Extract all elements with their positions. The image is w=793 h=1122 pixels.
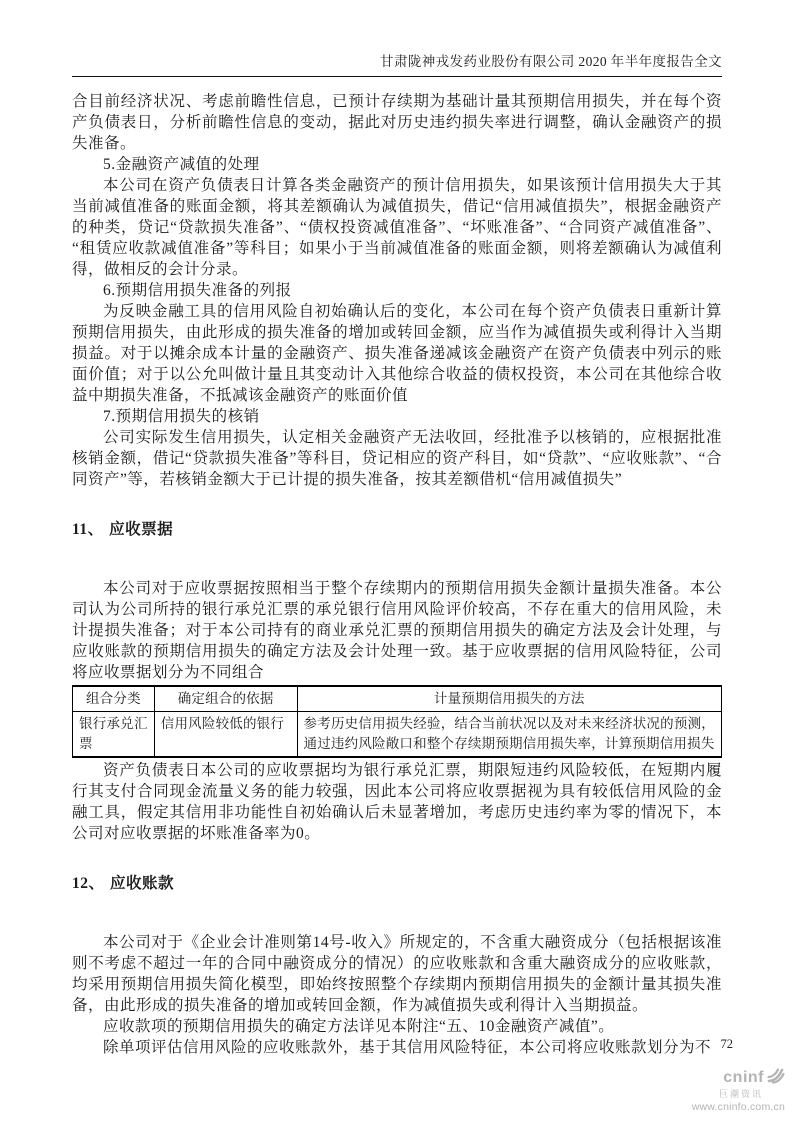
section-12-body-3: 除单项评估信用风险的应收账款外，基于其信用风险特征，本公司将应收账款划分为不 (103, 1039, 712, 1056)
table-header-portfolio-basis: 确定组合的依据 (154, 686, 297, 712)
page-content (72, 50, 722, 1058)
table-cell-portfolio-class: 银行承兑汇票 (73, 712, 155, 758)
table-header-row (73, 686, 722, 712)
subsection-7-body: 公司实际发生信用损失，认定相关金融资产无法收回，经批准予以核销的，应根据批准核销金额，借记“贷款损失准备”等科目，贷记相应的资产科目，如“贷款”、“应收账款”、“合同资产”等，若核销金额大于已计提的损失准备，按其差额借机“信用减值损失” (72, 429, 722, 488)
section-12-number: 12、 (72, 875, 105, 892)
section-11-body: 本公司对于应收票据按照相当于整个存续期内的预期信用损失金额计量损失准备。本公司认为公司所持的银行承兑汇票的承兑银行信用风险评价较高，不存在重大的信用风险，未计提损失准备；对于本公司持有的商业承兑汇票的预期信用损失的确定方法及会计处理，与应收账款的预期信用损失的确定方法及会计处理一致。基于应收票据的信用风险特征，公司将应收票据划分为不同组合 (72, 580, 722, 681)
subsection-6-title: 6.预期信用损失准备的列报 (103, 282, 292, 299)
section-12-name: 应收账款 (109, 875, 174, 892)
cninfo-cn-name: 巨潮资讯 (718, 1089, 763, 1099)
section-11-name: 应收票据 (109, 521, 174, 538)
table-header-portfolio-class: 组合分类 (73, 686, 155, 712)
cninfo-logo (665, 1068, 785, 1113)
subsection-7-title: 7.预期信用损失的核销 (103, 408, 260, 425)
receivables-portfolio-table (72, 685, 722, 758)
page-number: 72 (720, 1037, 733, 1051)
table-header-ecl-method: 计量预期信用损失的方法 (297, 686, 721, 712)
report-title: 甘肃陇神戎发药业股份有限公司 2020 年半年度报告全文 (380, 54, 722, 69)
page-header (72, 50, 722, 77)
table-cell-portfolio-basis: 信用风险较低的银行 (154, 712, 297, 758)
subsection-5-body: 本公司在资产负债表日计算各类金融资产的预计信用损失，如果该预计信用损失大于其当前减值准备的账面金额，将其差额确认为减值损失，借记“信用减值损失”，根据金融资产的种类，贷记“贷款损失准备”、“债权投资减值准备”、“坏账准备”、“合同资产减值准备”、“租赁应收款减值准备”等科目；如果小于当前减值准备的账面金额，则将差额确认为减值利得，做相反的会计分录。 (72, 177, 722, 278)
section-11-heading (72, 519, 722, 540)
subsection-6-body: 为反映金融工具的信用风险自初始确认后的变化，本公司在每个资产负债表日重新计算预期信用损失，由此形成的损失准备的增加或转回金额，应当作为减值损失或利得计入当期损益。对于以摊余成本计量的金融资产、损失准备递减该金融资产在资产负债表中列示的账面价值；对于以公允叫做计量且其变动计入其他综合收益的债权投资，本公司在其他综合收益中期损失准备，不抵减该金融资产的账面价值 (72, 303, 722, 404)
subsection-5-title: 5.金融资产减值的处理 (103, 156, 260, 173)
cninfo-swirl-icon (767, 1068, 785, 1088)
table-cell-ecl-method: 参考历史信用损失经验，结合当前状况以及对未来经济状况的预测，通过违约风险敞口和整个存续期预期信用损失率，计算预期信用损失 (297, 712, 721, 758)
table-row (73, 712, 722, 758)
section-11-number: 11、 (72, 521, 104, 538)
section-11-after-table: 资产负债表日本公司的应收票据均为银行承兑汇票，期限短违约风险较低，在短期内履行其支付合同现金流量义务的能力较强，因此本公司将应收票据视为具有较低信用风险的金融工具，假定其信用非功能性自初始确认后未显著增加，考虑历史违约率为零的情况下，本公司对应收票据的坏账准备率为0。 (72, 762, 722, 842)
section-12-heading (72, 873, 722, 894)
paragraph-continuation: 合目前经济状况、考虑前瞻性信息，已预计存续期为基础计量其预期信用损失，并在每个资产负债表日，分析前瞻性信息的变动，据此对历史违约损失率进行调整，确认金融资产的损失准备。 (72, 93, 722, 152)
cninfo-brand: cninf (723, 1069, 764, 1086)
document-body (72, 91, 722, 1058)
section-12-body-1: 本公司对于《企业会计准则第14号-收入》所规定的，不含重大融资成分（包括根据该准则不考虑不超过一年的合同中融资成分的情况）的应收账款和含重大融资成分的应收账款，均采用预期信用损失简化模型，即始终按照整个存续期内预期信用损失的金额计量其损失准备，由此形成的损失准备的增加或转回金额，作为减值损失或利得计入当期损益。 (72, 934, 722, 1014)
cninfo-url: www.cninfo.com.cn (691, 1101, 785, 1113)
section-12-body-2: 应收款项的预期信用损失的确定方法详见本附注“五、10金融资产减值”。 (103, 1018, 615, 1035)
